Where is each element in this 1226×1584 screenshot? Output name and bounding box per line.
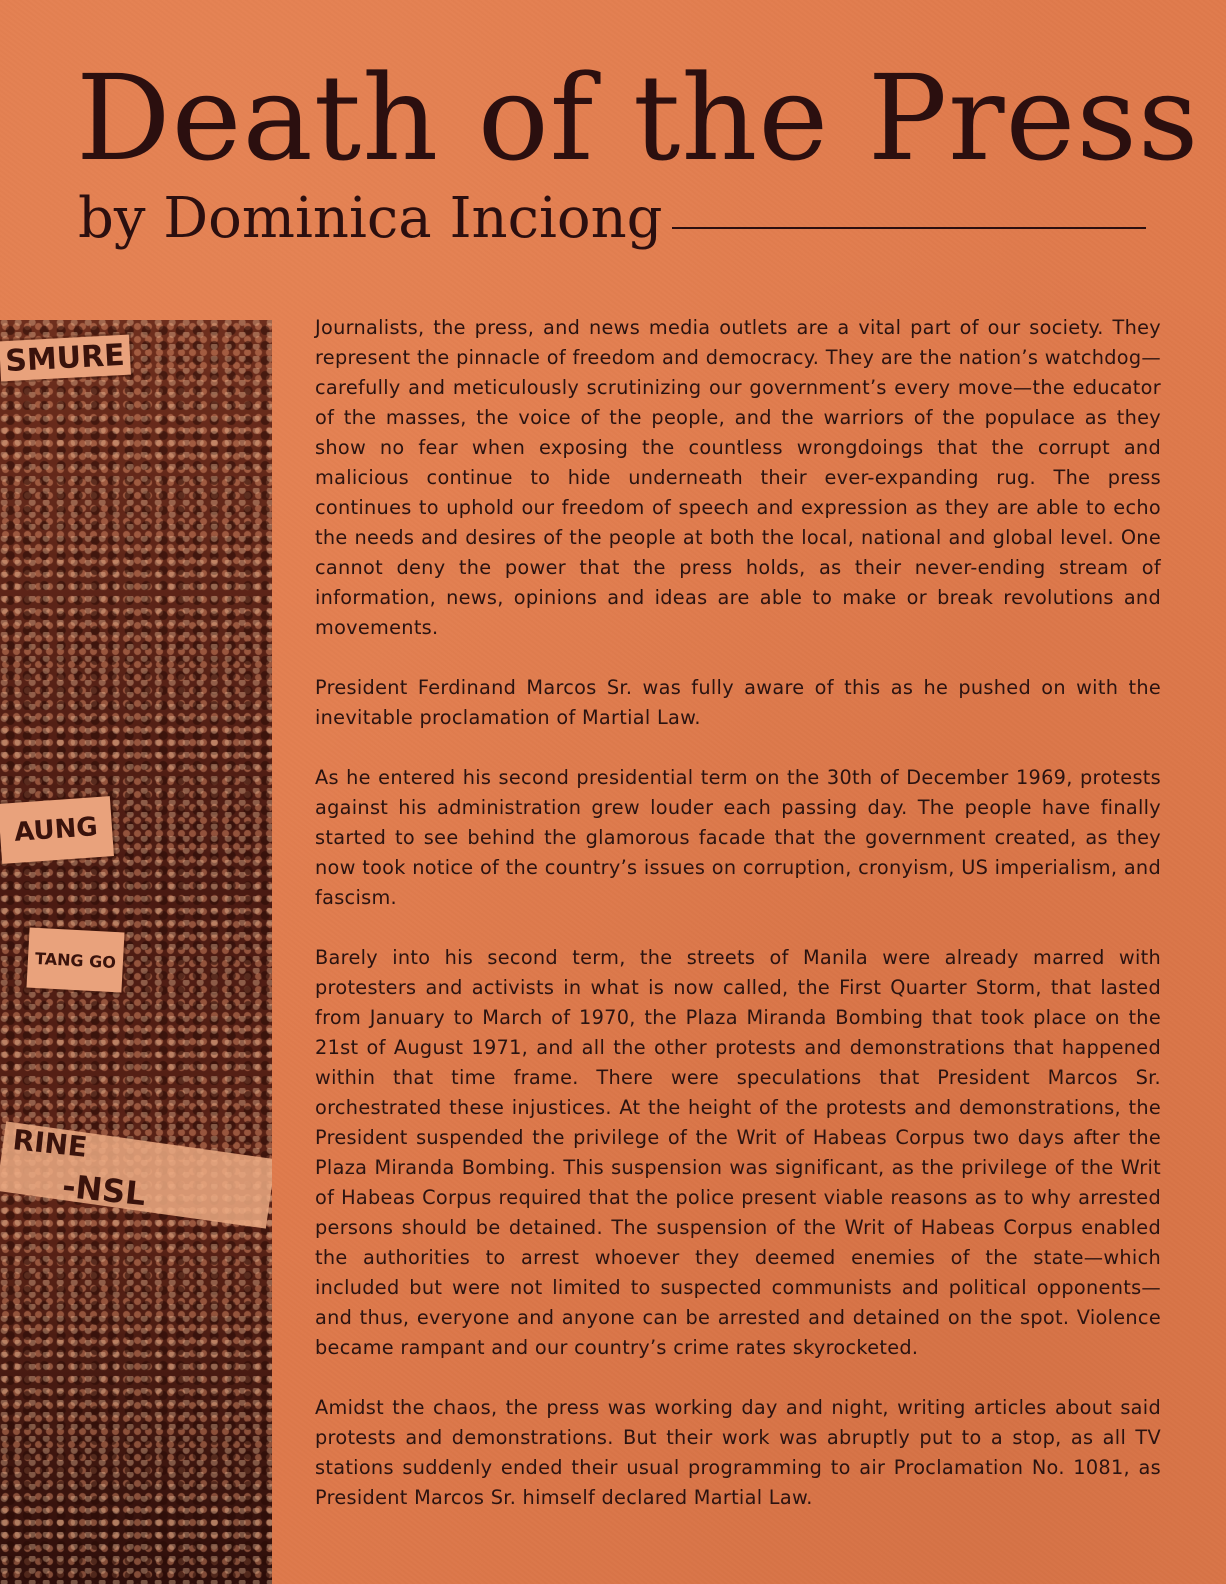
article-byline: by Dominica Inciong	[78, 186, 663, 251]
photo-sign: SMURE	[0, 335, 131, 382]
byline-rule	[672, 227, 1146, 229]
body-paragraph: Journalists, the press, and news media outlets are a vital part of our society. They represent the pinnacle of freedom and democracy. They are the nation’s watchdog—carefully and meticulously scrutinizing our government’s every move—the educator of the masses, the voice of the people, and the warriors of the populace as they show no fear when exposing the countless wrongdoings that the corrupt and malicious continue to hide underneath their ever-expanding rug. The press continues to uphold our freedom of speech and expression as they are able to echo the needs and desires of the people at both the local, national and global level. One cannot deny the power that the press holds, as their never-ending stream of information, news, opinions and ideas are able to make or break revolutions and movements.	[315, 316, 1161, 639]
article-title: Death of the Press	[76, 49, 1200, 187]
photo-sign: RINE	[11, 1122, 89, 1164]
body-paragraph: Amidst the chaos, the press was working day and night, writing articles about said protests and demonstrations. But their work was abruptly put to a stop, as all TV stations suddenly ended their usual programming to air Proclamation No. 1081, as President Marcos Sr. himself declared Martial Law.	[315, 1396, 1161, 1509]
photo-sign: TANG GO	[26, 928, 124, 993]
body-paragraph: As he entered his second presidential term on the 30th of December 1969, protests against his administration grew louder each passing day. The people have finally started to see behind the glamorous facade that the government created, as they now took notice of the country’s issues on corruption, cronyism, US imperialism, and fascism.	[315, 766, 1161, 909]
photo-sign: -NSL	[60, 1166, 148, 1214]
photo-sign: AUNG	[0, 796, 114, 864]
protest-crowd-photo	[0, 320, 272, 1584]
article-body	[315, 313, 1161, 1543]
body-paragraph: President Ferdinand Marcos Sr. was fully aware of this as he pushed on with the inevitable proclamation of Martial Law.	[315, 676, 1161, 729]
body-paragraph: Barely into his second term, the streets of Manila were already marred with protesters and activists in what is now called, the First Quarter Storm, that lasted from January to March of 1970, the Plaza Miranda Bombing that took place on the 21st of August 1971, and all the other protests and demonstrations that happened within that time frame. There were speculations that President Marcos Sr. orchestrated these injustices. At the height of the protests and demonstrations, the President suspended the privilege of the Writ of Habeas Corpus two days after the Plaza Miranda Bombing. This suspension was significant, as the privilege of the Writ of Habeas Corpus required that the police present viable reasons as to why arrested persons should be detained. The suspension of the Writ of Habeas Corpus enabled the authorities to arrest whoever they deemed enemies of the state—which included but were not limited to suspected communists and political opponents—and thus, everyone and anyone can be arrested and detained on the spot. Violence became rampant and our country’s crime rates skyrocketed.	[315, 946, 1161, 1359]
